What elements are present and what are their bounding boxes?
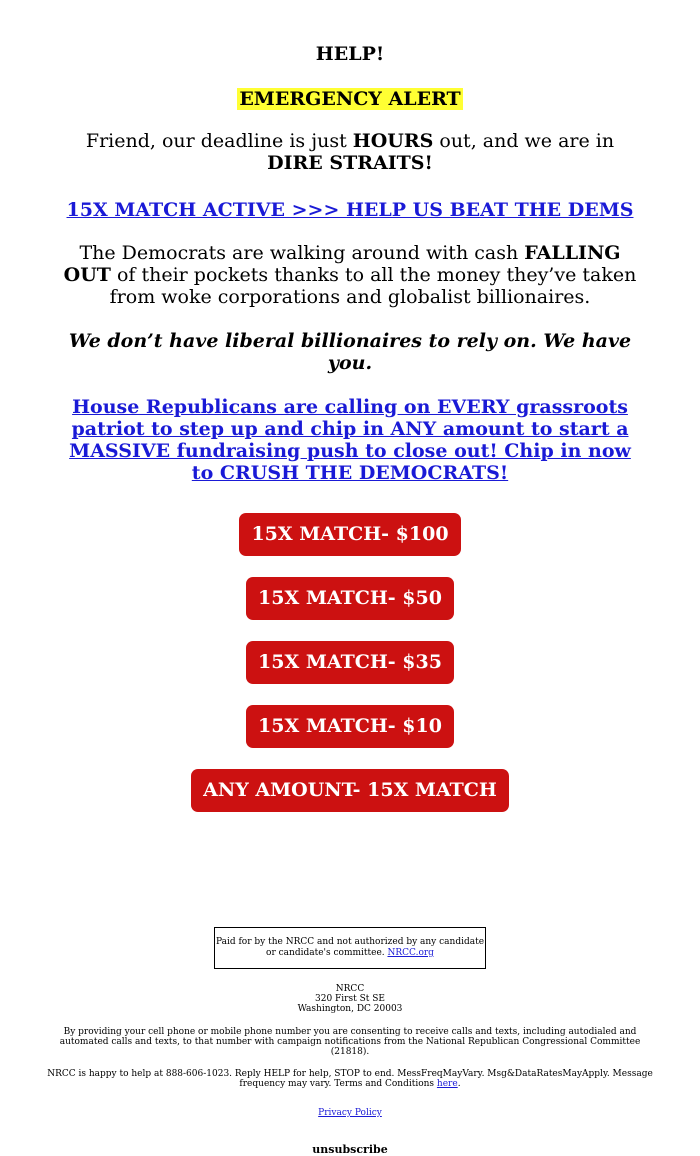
donation-buttons xyxy=(60,513,640,833)
dems-bold: FALLING OUT xyxy=(63,242,621,286)
deadline-hours-bold: HOURS xyxy=(352,130,434,152)
democrats-paragraph xyxy=(60,242,640,308)
dems-text-2: of their pockets thanks to all the money they’ve taken from woke corporations and globalist billionaires. xyxy=(109,264,637,308)
nrcc-link[interactable]: NRCC.org xyxy=(387,948,434,958)
match-active-link[interactable]: 15X MATCH ACTIVE >>> HELP US BEAT THE DEMS xyxy=(66,199,634,221)
helpline-period: . xyxy=(457,1079,461,1089)
footer xyxy=(45,927,655,1156)
mailing-address xyxy=(45,984,655,1014)
donate-35-button[interactable]: 15X MATCH- $35 xyxy=(246,641,454,684)
donate-50-button[interactable]: 15X MATCH- $50 xyxy=(246,577,454,620)
unsubscribe-link[interactable]: unsubscribe xyxy=(312,1143,388,1156)
deadline-text-1: Friend, our deadline is just xyxy=(85,130,353,152)
privacy-policy-link[interactable]: Privacy Policy xyxy=(318,1108,382,1118)
sms-consent-text: By providing your cell phone or mobile phone number you are consenting to receive calls and texts, including autodialed and automated calls and texts, to that number with campaign notifications from the National Republican Congressional Committee (21818). xyxy=(59,1027,641,1057)
email-body xyxy=(60,0,640,833)
deadline-dire-bold: DIRE STRAITS! xyxy=(267,152,433,174)
paid-for-text: Paid for by the NRCC and not authorized by any candidate or candidate's committee. xyxy=(215,937,485,958)
privacy-line xyxy=(45,1108,655,1118)
dems-text-1: The Democrats are walking around with cash xyxy=(79,242,525,264)
call-to-action-link[interactable]: House Republicans are calling on EVERY grassroots patriot to step up and chip in ANY amount to start a MASSIVE fundraising push to close out! Chip in now to CRUSH THE DEMOCRATS! xyxy=(69,396,631,484)
help-heading: HELP! xyxy=(315,43,385,65)
address-org: NRCC xyxy=(335,984,365,994)
donate-10-button[interactable]: 15X MATCH- $10 xyxy=(246,705,454,748)
helpline-text-main: NRCC is happy to help at 888-606-1023. Reply HELP for help, STOP to end. MessFreqMayVary. Msg&DataRatesMayApply. Message frequency may vary. Terms and Conditions xyxy=(47,1069,653,1089)
terms-here-link[interactable]: here xyxy=(436,1079,458,1089)
address-city: Washington, DC 20003 xyxy=(297,1004,403,1014)
deadline-text-2: out, and we are in xyxy=(433,130,615,152)
emergency-alert-banner: EMERGENCY ALERT xyxy=(239,88,461,110)
helpline-text xyxy=(45,1069,655,1089)
deadline-paragraph xyxy=(60,130,640,174)
donate-any-amount-button[interactable]: ANY AMOUNT- 15X MATCH xyxy=(191,769,509,812)
donate-100-button[interactable]: 15X MATCH- $100 xyxy=(239,513,460,556)
italic-statement: We don’t have liberal billionaires to rely on. We have you. xyxy=(68,330,632,374)
alert-line xyxy=(60,86,640,113)
paid-for-disclaimer xyxy=(214,927,486,969)
address-street: 320 First St SE xyxy=(315,994,385,1004)
